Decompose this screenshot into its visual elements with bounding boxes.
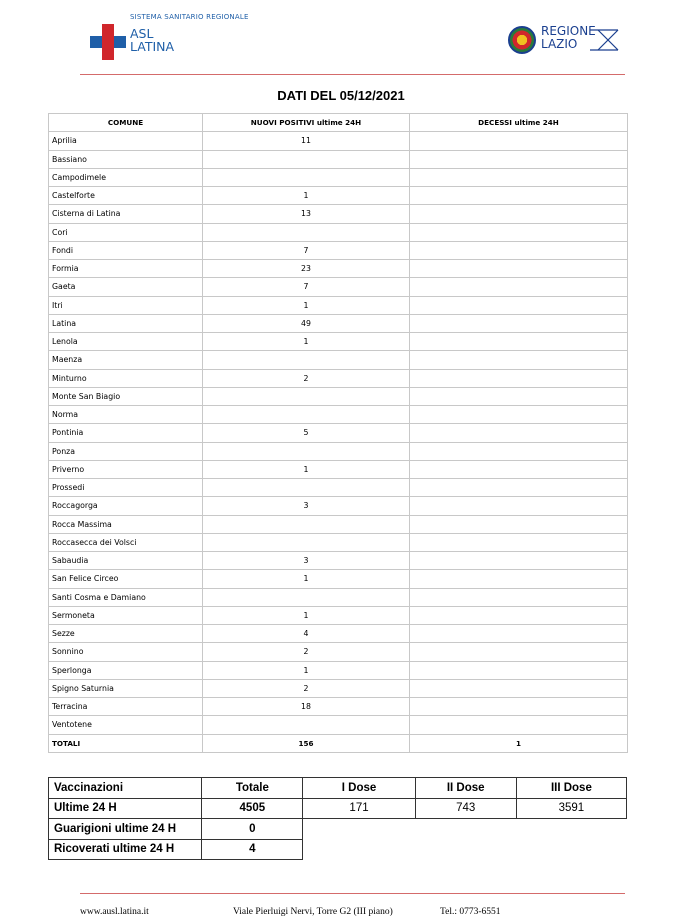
positives-cell (203, 406, 410, 424)
table-row (49, 187, 628, 205)
deaths-cell (410, 314, 628, 332)
comune-cell: Castelforte (49, 187, 203, 205)
positives-cell: 1 (203, 661, 410, 679)
page-title: DATI DEL 05/12/2021 (277, 88, 405, 103)
page-header (0, 0, 682, 80)
comune-cell: Itri (49, 296, 203, 314)
comune-cell: Sermoneta (49, 606, 203, 624)
col-header-deaths: DECESSI ultime 24H (410, 114, 628, 132)
totals-deaths: 1 (410, 734, 628, 752)
positives-cell: 11 (203, 132, 410, 150)
deaths-cell (410, 533, 628, 551)
region-seal-icon (508, 26, 536, 54)
positives-cell (203, 387, 410, 405)
region-name (541, 25, 596, 51)
footer-address: Viale Pierluigi Nervi, Torre G2 (III piano) (233, 907, 393, 917)
table-row (49, 168, 628, 186)
positives-cell (203, 351, 410, 369)
table-row (49, 643, 628, 661)
deaths-cell (410, 150, 628, 168)
positives-cell: 3 (203, 552, 410, 570)
positives-cell: 4 (203, 625, 410, 643)
recovered-label: Guarigioni ultime 24 H (49, 819, 202, 840)
asl-subtitle: SISTEMA SANITARIO REGIONALE (130, 13, 249, 21)
positives-cell (203, 442, 410, 460)
recovered-value: 0 (202, 819, 303, 840)
region-name-line2: LAZIO (541, 37, 578, 51)
table-row (49, 570, 628, 588)
comune-cell: Sperlonga (49, 661, 203, 679)
table-row (49, 205, 628, 223)
col-header-positives: NUOVI POSITIVI ultime 24H (203, 114, 410, 132)
vaccination-table (48, 777, 627, 860)
vax-header-total: Totale (202, 778, 303, 799)
deaths-cell (410, 168, 628, 186)
positives-cell: 1 (203, 570, 410, 588)
comune-cell: Gaeta (49, 278, 203, 296)
region-lines-icon (590, 26, 620, 56)
comune-cell: Prossedi (49, 479, 203, 497)
table-row (49, 132, 628, 150)
vax-label-line1: Vaccinazioni (49, 778, 202, 799)
table-row (49, 278, 628, 296)
positives-cell (203, 150, 410, 168)
positives-cell: 3 (203, 497, 410, 515)
hospitalized-row (49, 839, 627, 860)
positives-cell (203, 168, 410, 186)
vax-values-row (49, 798, 627, 819)
deaths-cell (410, 296, 628, 314)
table-row (49, 314, 628, 332)
comune-cell: Norma (49, 406, 203, 424)
comune-cell: Ponza (49, 442, 203, 460)
positives-cell (203, 479, 410, 497)
deaths-cell (410, 679, 628, 697)
footer-website: www.ausl.latina.it (80, 907, 149, 917)
table-row (49, 515, 628, 533)
deaths-cell (410, 424, 628, 442)
table-row (49, 588, 628, 606)
asl-name-line1: ASL (130, 26, 154, 41)
table-row (49, 661, 628, 679)
table-row (49, 241, 628, 259)
deaths-cell (410, 223, 628, 241)
comune-cell: Aprilia (49, 132, 203, 150)
comune-cell: Fondi (49, 241, 203, 259)
table-row (49, 606, 628, 624)
comune-cell: San Felice Circeo (49, 570, 203, 588)
comune-cell: Cori (49, 223, 203, 241)
totals-row (49, 734, 628, 752)
table-row (49, 150, 628, 168)
positives-cell (203, 223, 410, 241)
deaths-cell (410, 552, 628, 570)
vax-value-dose2: 743 (415, 798, 516, 819)
deaths-cell (410, 387, 628, 405)
vax-header-dose3: III Dose (516, 778, 626, 799)
vax-value-dose3: 3591 (516, 798, 626, 819)
comune-cell: Monte San Biagio (49, 387, 203, 405)
deaths-cell (410, 333, 628, 351)
deaths-cell (410, 278, 628, 296)
vax-header-dose2: II Dose (415, 778, 516, 799)
comune-cell: Spigno Saturnia (49, 679, 203, 697)
comune-cell: Campodimele (49, 168, 203, 186)
comune-cell: Rocca Massima (49, 515, 203, 533)
comune-cell: Ventotene (49, 716, 203, 734)
table-row (49, 460, 628, 478)
vax-header-row (49, 778, 627, 799)
comune-cell: Cisterna di Latina (49, 205, 203, 223)
table-row (49, 351, 628, 369)
positives-cell: 1 (203, 606, 410, 624)
deaths-cell (410, 588, 628, 606)
comune-cell: Maenza (49, 351, 203, 369)
deaths-cell (410, 460, 628, 478)
deaths-cell (410, 442, 628, 460)
comune-cell: Santi Cosma e Damiano (49, 588, 203, 606)
deaths-cell (410, 351, 628, 369)
vax-value-dose1: 171 (303, 798, 415, 819)
deaths-cell (410, 479, 628, 497)
table-header-row (49, 114, 628, 132)
positives-table (48, 113, 628, 753)
comune-cell: Lenola (49, 333, 203, 351)
vax-value-total: 4505 (202, 798, 303, 819)
positives-cell: 7 (203, 241, 410, 259)
deaths-cell (410, 132, 628, 150)
col-header-comune: COMUNE (49, 114, 203, 132)
vax-header-dose1: I Dose (303, 778, 415, 799)
asl-name (130, 27, 174, 53)
positives-cell: 18 (203, 698, 410, 716)
table-row (49, 260, 628, 278)
comune-cell: Sonnino (49, 643, 203, 661)
deaths-cell (410, 406, 628, 424)
positives-cell: 23 (203, 260, 410, 278)
positives-cell: 2 (203, 369, 410, 387)
comune-cell: Pontinia (49, 424, 203, 442)
comune-cell: Roccagorga (49, 497, 203, 515)
comune-cell: Latina (49, 314, 203, 332)
hospitalized-value: 4 (202, 839, 303, 860)
table-row (49, 406, 628, 424)
vax-label-line2: Ultime 24 H (49, 798, 202, 819)
asl-name-line2: LATINA (130, 39, 175, 54)
red-cross-icon (90, 24, 126, 60)
table-row (49, 369, 628, 387)
positives-cell: 1 (203, 460, 410, 478)
table-row (49, 223, 628, 241)
positives-cell: 2 (203, 643, 410, 661)
table-row (49, 716, 628, 734)
asl-latina-logo (88, 12, 288, 62)
deaths-cell (410, 241, 628, 259)
totals-positives: 156 (203, 734, 410, 752)
comune-cell: Sabaudia (49, 552, 203, 570)
positives-cell: 1 (203, 296, 410, 314)
deaths-cell (410, 205, 628, 223)
positives-cell: 7 (203, 278, 410, 296)
deaths-cell (410, 570, 628, 588)
regione-lazio-logo (508, 24, 628, 60)
comune-cell: Minturno (49, 369, 203, 387)
positives-cell: 5 (203, 424, 410, 442)
recovered-row (49, 819, 627, 840)
hospitalized-label: Ricoverati ultime 24 H (49, 839, 202, 860)
table-row (49, 625, 628, 643)
positives-cell (203, 515, 410, 533)
table-row (49, 387, 628, 405)
deaths-cell (410, 661, 628, 679)
positives-cell: 2 (203, 679, 410, 697)
positives-cell (203, 588, 410, 606)
deaths-cell (410, 698, 628, 716)
deaths-cell (410, 643, 628, 661)
deaths-cell (410, 716, 628, 734)
deaths-cell (410, 515, 628, 533)
table-row (49, 552, 628, 570)
comune-cell: Formia (49, 260, 203, 278)
comune-cell: Priverno (49, 460, 203, 478)
totals-label: TOTALI (49, 734, 203, 752)
positives-cell: 13 (203, 205, 410, 223)
comune-cell: Roccasecca dei Volsci (49, 533, 203, 551)
comune-cell: Terracina (49, 698, 203, 716)
table-row (49, 479, 628, 497)
comune-cell: Bassiano (49, 150, 203, 168)
positives-cell (203, 716, 410, 734)
region-name-line1: REGIONE (541, 24, 596, 38)
positives-cell (203, 533, 410, 551)
positives-cell: 1 (203, 333, 410, 351)
table-row (49, 424, 628, 442)
deaths-cell (410, 260, 628, 278)
positives-cell: 49 (203, 314, 410, 332)
footer-phone: Tel.: 0773-6551 (440, 907, 501, 917)
table-row (49, 497, 628, 515)
table-row (49, 442, 628, 460)
header-divider (80, 74, 625, 75)
positives-cell: 1 (203, 187, 410, 205)
deaths-cell (410, 625, 628, 643)
table-row (49, 679, 628, 697)
deaths-cell (410, 497, 628, 515)
table-row (49, 698, 628, 716)
comune-cell: Sezze (49, 625, 203, 643)
deaths-cell (410, 606, 628, 624)
table-row (49, 533, 628, 551)
footer-divider (80, 893, 625, 894)
deaths-cell (410, 187, 628, 205)
table-row (49, 333, 628, 351)
deaths-cell (410, 369, 628, 387)
table-row (49, 296, 628, 314)
